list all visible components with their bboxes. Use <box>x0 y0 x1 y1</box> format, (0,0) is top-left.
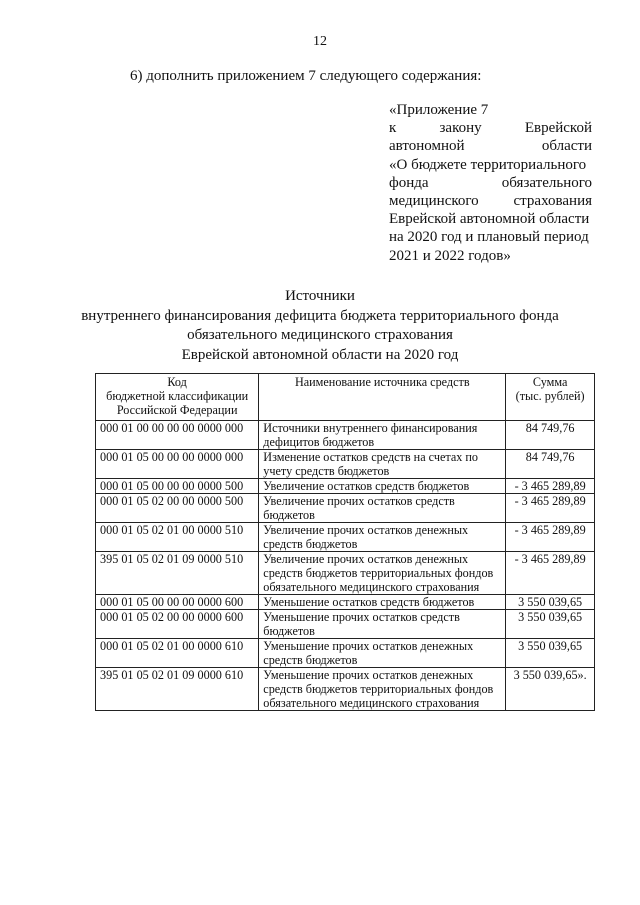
appendix-line-1: «Приложение 7 <box>389 102 489 118</box>
table-row <box>96 595 595 610</box>
table-row <box>96 479 595 494</box>
table-header-row <box>96 374 595 421</box>
table-row <box>96 523 595 552</box>
row-amount: 3 550 039,65 <box>506 639 595 668</box>
row-code: 000 01 05 00 00 00 0000 500 <box>96 479 259 494</box>
row-amount: 3 550 039,65». <box>506 668 595 711</box>
row-amount: - 3 465 289,89 <box>506 523 595 552</box>
table-row <box>96 668 595 711</box>
row-name: Увеличение прочих остатков денежных средств бюджетов территориальных фондов обязательного медицинского страхования <box>259 552 506 595</box>
table-row <box>96 552 595 595</box>
row-name: Увеличение прочих остатков денежных средств бюджетов <box>259 523 506 552</box>
row-name: Увеличение прочих остатков средств бюджетов <box>259 494 506 523</box>
appendix-line-8: на 2020 год и плановый период <box>389 229 589 246</box>
row-name: Источники внутреннего финансирования дефицитов бюджетов <box>259 421 506 450</box>
row-amount: - 3 465 289,89 <box>506 479 595 494</box>
row-amount: - 3 465 289,89 <box>506 552 595 595</box>
table-row <box>96 639 595 668</box>
appendix-line-2: к закону Еврейской <box>389 120 592 137</box>
intro-text: 6) дополнить приложением 7 следующего содержания: <box>130 68 482 84</box>
header-code: Код бюджетной классификации Российской Федерации <box>96 374 259 421</box>
row-code: 000 01 05 02 00 00 0000 500 <box>96 494 259 523</box>
header-name: Наименование источника средств <box>259 374 506 421</box>
appendix-line-5: фонда обязательного <box>389 174 592 191</box>
appendix-line-4: «О бюджете территориального <box>389 156 587 173</box>
row-code: 000 01 05 00 00 00 0000 000 <box>96 450 259 479</box>
row-code: 000 01 00 00 00 00 0000 000 <box>96 421 259 450</box>
title-line-3: обязательного медицинского страхования <box>187 327 453 343</box>
table-row <box>96 421 595 450</box>
title-line-4: Еврейской автономной области на 2020 год <box>181 346 459 363</box>
row-amount: 84 749,76 <box>506 450 595 479</box>
title-line-1: Источники <box>285 288 355 304</box>
row-name: Увеличение остатков средств бюджетов <box>259 479 506 494</box>
appendix-line-7: Еврейской автономной области <box>389 211 590 228</box>
title-line-2: внутреннего финансирования дефицита бюджета территориального фонда <box>81 307 559 324</box>
table-row <box>96 494 595 523</box>
row-amount: 84 749,76 <box>506 421 595 450</box>
appendix-line-9: 2021 и 2022 годов» <box>389 247 511 264</box>
row-amount: 3 550 039,65 <box>506 595 595 610</box>
document-title <box>0 287 640 365</box>
sources-table <box>95 373 595 711</box>
row-code: 000 01 05 00 00 00 0000 600 <box>96 595 259 610</box>
row-name: Уменьшение прочих остатков средств бюджетов <box>259 610 506 639</box>
row-code: 000 01 05 02 01 00 0000 610 <box>96 639 259 668</box>
row-name: Уменьшение прочих остатков денежных средств бюджетов <box>259 639 506 668</box>
table-row <box>96 450 595 479</box>
page-number: 12 <box>313 34 327 49</box>
row-amount: 3 550 039,65 <box>506 610 595 639</box>
row-name: Уменьшение остатков средств бюджетов <box>259 595 506 610</box>
row-code: 395 01 05 02 01 09 0000 610 <box>96 668 259 711</box>
row-amount: - 3 465 289,89 <box>506 494 595 523</box>
appendix-line-6: медицинского страхования <box>389 193 592 210</box>
row-code: 000 01 05 02 01 00 0000 510 <box>96 523 259 552</box>
appendix-header <box>389 101 592 265</box>
appendix-line-3: автономной области <box>389 138 592 155</box>
row-name: Уменьшение прочих остатков денежных средств бюджетов территориальных фондов обязательного медицинского страхования <box>259 668 506 711</box>
row-name: Изменение остатков средств на счетах по учету средств бюджетов <box>259 450 506 479</box>
header-amount: Сумма (тыс. рублей) <box>506 374 595 421</box>
row-code: 000 01 05 02 00 00 0000 600 <box>96 610 259 639</box>
row-code: 395 01 05 02 01 09 0000 510 <box>96 552 259 595</box>
table-row <box>96 610 595 639</box>
